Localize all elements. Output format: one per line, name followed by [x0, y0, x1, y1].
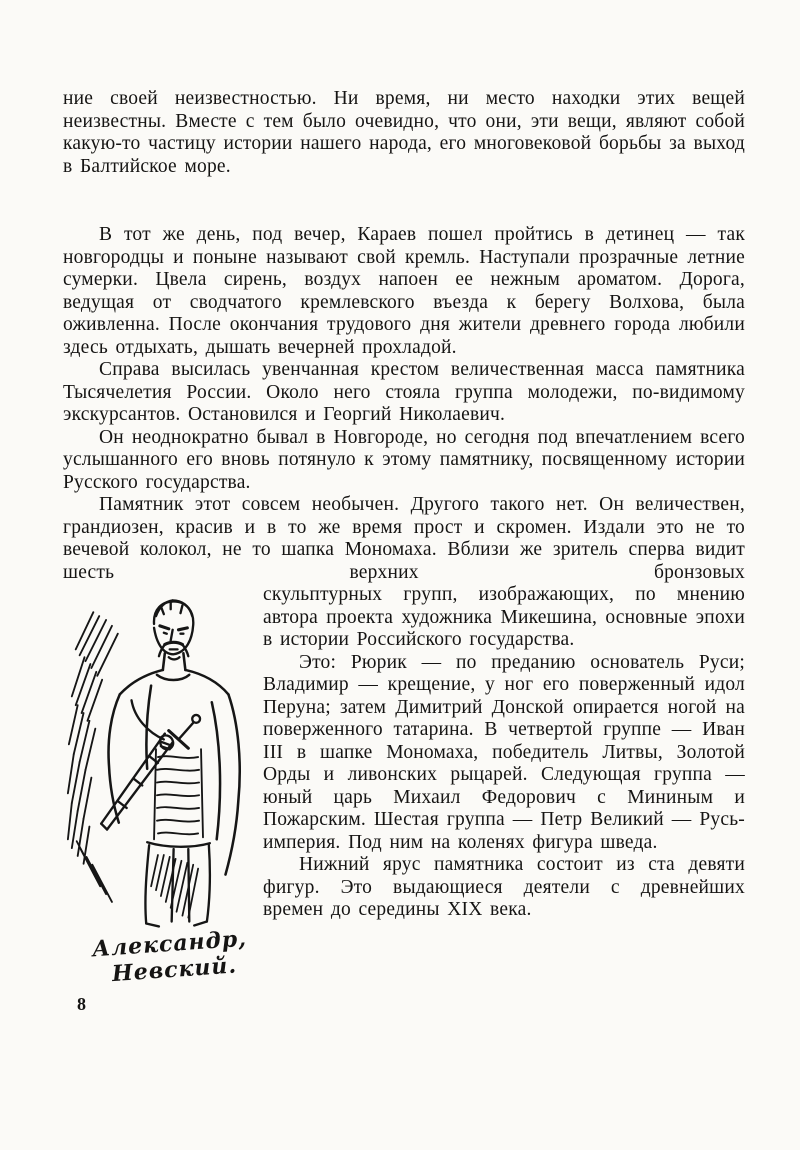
caption-line-1: Александр,: [91, 925, 248, 963]
paragraph-monument-mass: Справа высилась увенчанная крестом величественная масса памятника Тысячелетия России. Около него стояла группа молодежи, по-видимому экскурсантов. Остановился и Георгий Николаевич.: [63, 359, 745, 425]
page-number: 8: [77, 994, 86, 1014]
figure-alexander-nevsky: [63, 592, 249, 988]
background-hatching: [68, 612, 118, 902]
caption-line-2: Невский.: [111, 952, 238, 988]
paragraph-continuation: ние своей неизвестностью. Ни время, ни место находки этих вещей неизвестны. Вместе с тем было очевидно, что они, эти вещи, являют собой какую-то частицу истории нашего народа, его многовековой борьбы за выход в Балтийское море.: [63, 88, 745, 177]
head-sketch: [154, 600, 193, 659]
paragraph-novgorod-visit: Он неоднократно бывал в Новгороде, но сегодня под впечатлением всего услышанного его вновь потянуло к этому памятнику, посвященному истории Русского государства.: [63, 426, 745, 493]
chainmail-sketch: [154, 749, 203, 839]
paragraph-sculpture-groups-intro: скульптурных групп, изображающих, по мнению автора проекта художника Микешина, основные эпохи в истории Российского государства.: [263, 584, 745, 650]
cape-sketch: [109, 653, 240, 874]
paragraph-monument-unusual: Памятник этот совсем необычен. Другого такого нет. Он величествен, грандиозен, красив и в то же время прост и скромен. Издали это не то вечевой колокол, не то шапка Мономаха. Вблизи же зритель сперва видит шесть верхних бронзовых: [63, 494, 745, 583]
paragraph-lower-tier: Нижний ярус памятника состоит из ста девяти фигур. Это выдающиеся деятели с древнейших времен до середины XIX века.: [263, 854, 745, 920]
nevsky-sketch-illustration: [63, 592, 249, 928]
paragraph-evening-walk: В тот же день, под вечер, Караев пошел пройтись в детинец — так новгородцы и поныне называют свой кремль. Наступали прозрачные летние сумерки. Цвела сирень, воздух напоен ее нежным ароматом. Дорога, ведущая от сводчатого кремлевского въезда к берегу Волхова, была оживленна. После окончания трудового дня жители древнего города любили здесь отдыхать, дышать вечерней прохладой.: [63, 224, 745, 358]
paragraph-six-groups: Это: Рюрик — по преданию основатель Руси; Владимир — крещение, у ног его поверженный идол Перуна; затем Димитрий Донской опирается ногой на поверженного татарина. В четвертой группе — Иван III в шапке Мономаха, победитель Литвы, Золотой Орды и ливонских рыцарей. Следующая группа — юный царь Михаил Федорович с Мининым и Пожарским. Шестая группа — Петр Великий — Русь-империя. Под ним на коленях фигура шведа.: [263, 651, 745, 853]
arm-sketch: [132, 700, 174, 749]
figure-caption-handwritten: [61, 926, 250, 991]
robe-sketch: [145, 842, 209, 926]
robe-hatching: [151, 855, 198, 918]
